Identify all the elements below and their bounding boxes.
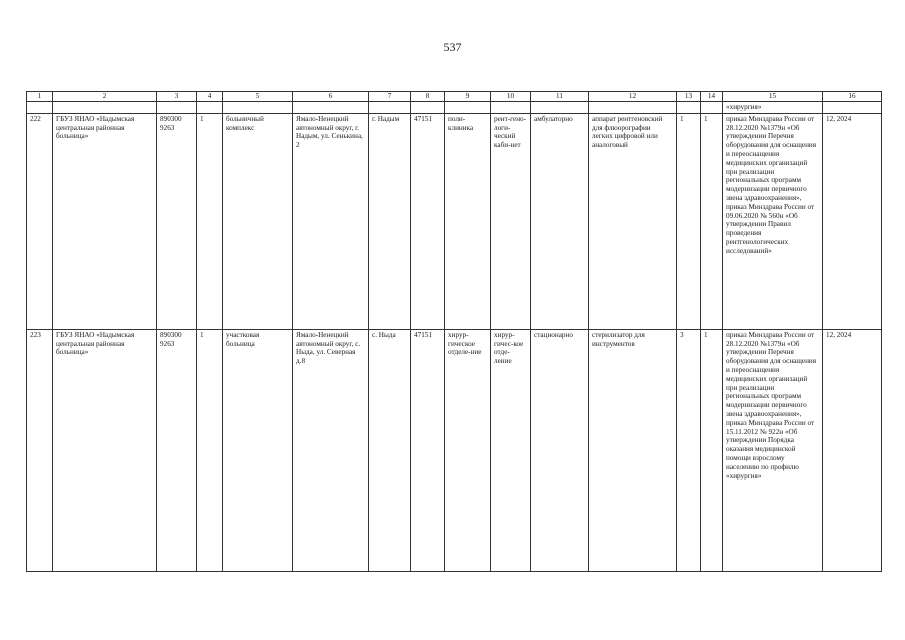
department: рент-гено-логи-ческий каби-нет (491, 113, 531, 329)
col-number: 14 (701, 92, 723, 102)
col-number: 16 (823, 92, 882, 102)
cell-col14: 1 (701, 329, 723, 571)
col-number: 3 (157, 92, 197, 102)
org-code: 890300 9263 (157, 113, 197, 329)
table-row (27, 329, 882, 571)
col-number: 5 (223, 92, 293, 102)
cell-col13: 1 (677, 113, 701, 329)
equipment-name: стерилизатор для инструментов (589, 329, 677, 571)
unit: поли-клиника (445, 113, 491, 329)
care-conditions: стационарно (531, 329, 589, 571)
legal-basis: приказ Минздрава России от 28.12.2020 №1379н «Об утверждении Перечня оборудования для оснащения и переоснащения медицинских организаций при реализации региональных программ модернизации первичного звена здравоохранения», приказ Минздрава России от 15.11.2012 № 922н «Об утверждении Порядка оказания медицинской помощи взрослому населению по профилю «хирургия» (723, 329, 823, 571)
row-number: 223 (27, 329, 53, 571)
department: хирур-гичес-кое отде-ление (491, 329, 531, 571)
col-number: 8 (411, 92, 445, 102)
oktmo-code: 47151 (411, 113, 445, 329)
cell-col13: 3 (677, 329, 701, 571)
col-number: 9 (445, 92, 491, 102)
column-number-row (27, 92, 882, 102)
org-code: 890300 9263 (157, 329, 197, 571)
address: Ямало-Ненецкий автономный округ, г. Надым, ул. Сенькина, 2 (293, 113, 369, 329)
date: 12, 2024 (823, 113, 882, 329)
col-number: 4 (197, 92, 223, 102)
cell-col4: 1 (197, 329, 223, 571)
continuation-text: «хирургия» (723, 101, 823, 113)
col-number: 10 (491, 92, 531, 102)
organization-name: ГБУЗ ЯНАО «Надымская центральная районная больница» (53, 329, 157, 571)
organization-name: ГБУЗ ЯНАО «Надымская центральная районная больница» (53, 113, 157, 329)
date: 12, 2024 (823, 329, 882, 571)
col-number: 15 (723, 92, 823, 102)
col-number: 1 (27, 92, 53, 102)
cell-col14: 1 (701, 113, 723, 329)
care-conditions: амбулаторно (531, 113, 589, 329)
legal-basis: приказ Минздрава России от 28.12.2020 №1379н «Об утверждении Перечня оборудования для оснащения и переоснащения медицинских организаций при реализации региональных программ модернизации первичного звена здравоохранения», приказ Минздрава России от 09.06.2020 № 560н «Об утверждении Правил проведения рентгенологических исследований» (723, 113, 823, 329)
unit: хирур-гическое отделе-ние (445, 329, 491, 571)
continuation-row (27, 101, 882, 113)
page-number: 537 (443, 40, 462, 54)
address: Ямало-Ненецкий автономный округ, с. Ныда, ул. Северная д.8 (293, 329, 369, 571)
oktmo-code: 47151 (411, 329, 445, 571)
col-number: 12 (589, 92, 677, 102)
row-number: 222 (27, 113, 53, 329)
registry-table (26, 91, 882, 572)
equipment-name: аппарат рентгеновский для флюорографии легких цифровой или аналоговый (589, 113, 677, 329)
facility-type: больничный комплекс (223, 113, 293, 329)
table-row (27, 113, 882, 329)
col-number: 11 (531, 92, 589, 102)
cell-col4: 1 (197, 113, 223, 329)
col-number: 2 (53, 92, 157, 102)
settlement: с. Ныда (369, 329, 411, 571)
facility-type: участковая больница (223, 329, 293, 571)
col-number: 6 (293, 92, 369, 102)
settlement: г. Надым (369, 113, 411, 329)
col-number: 7 (369, 92, 411, 102)
col-number: 13 (677, 92, 701, 102)
